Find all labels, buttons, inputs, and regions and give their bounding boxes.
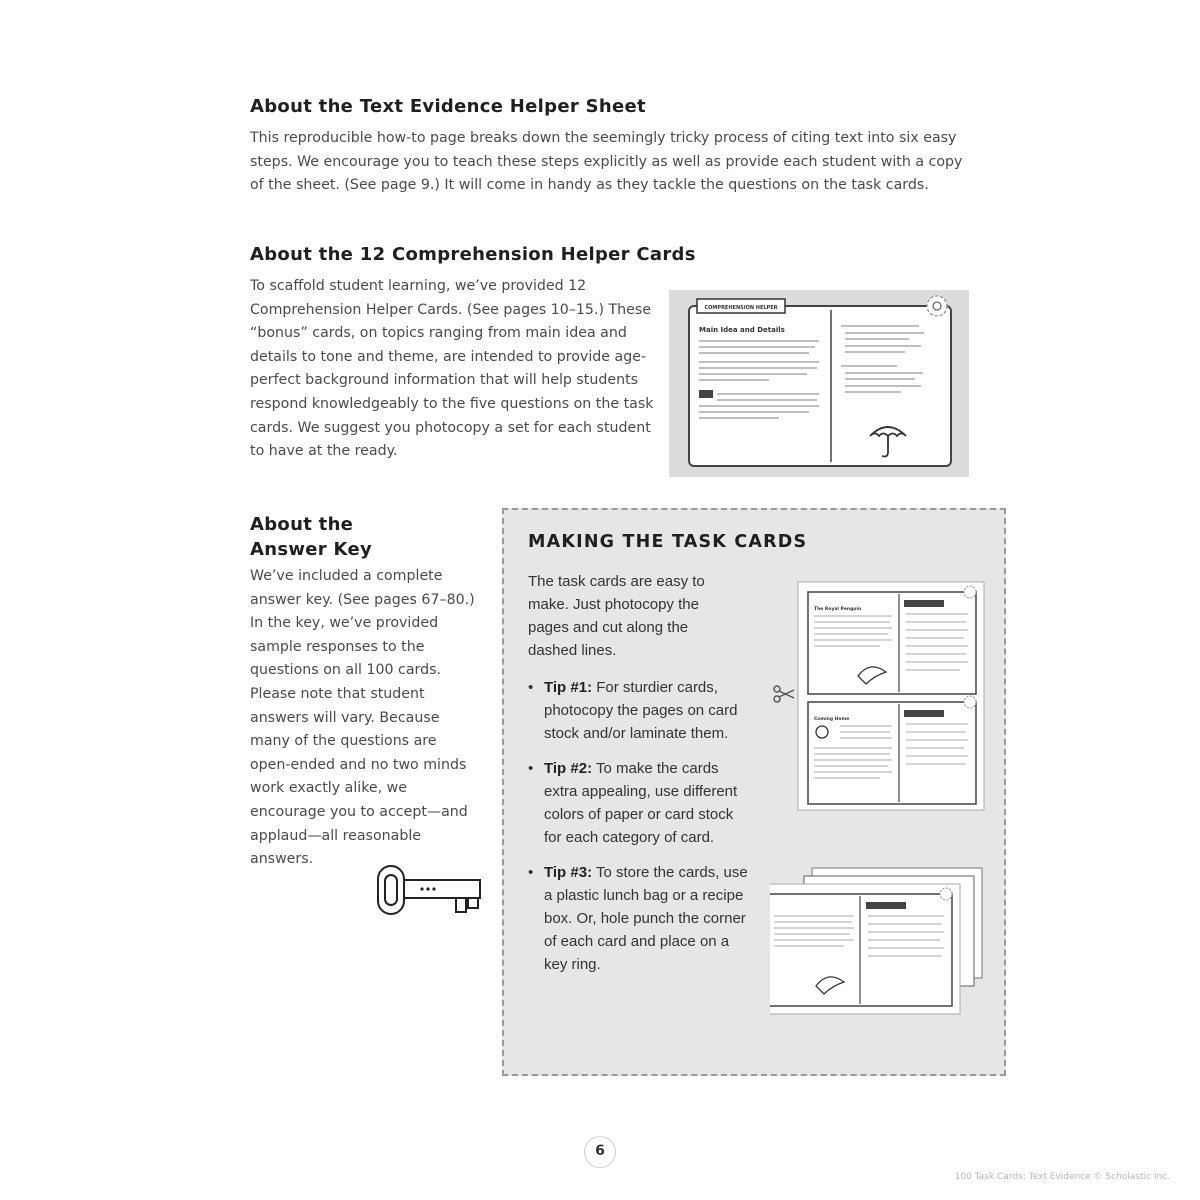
helper-sheet-paragraph: This reproducible how-to page breaks down the seemingly tricky process of citing text into six easy steps. We encourage you to teach these steps explicitly as well as provide each student with a copy of the sheet. (See page 9.) It will come in handy as they tackle the questions on the task cards. <box>250 130 963 194</box>
card-title: The Royal Penguin <box>814 607 862 612</box>
page-number: 6 <box>584 1136 616 1168</box>
helper-sheet-heading: About the Text Evidence Helper Sheet <box>250 96 646 117</box>
footer-credit: 100 Task Cards: Text Evidence © Scholastic Inc. <box>954 1172 1170 1182</box>
answer-key-heading-line2: Answer Key <box>250 539 373 560</box>
helper-card-heading: Main Idea and Details <box>699 326 785 334</box>
helper-cards-heading: About the 12 Comprehension Helper Cards <box>250 244 696 265</box>
key-icon <box>374 862 484 918</box>
card-title: Coming Home <box>814 717 850 722</box>
tip-label: Tip #2: <box>544 760 593 777</box>
list-item <box>528 757 748 849</box>
answer-key-paragraph: We’ve included a complete answer key. (See pages 67–80.) In the key, we’ve provided sample responses to the questions on all 100 cards. Please note that student answers will vary. Because many of the questions are open-ended and no two minds work exactly alike, we encourage you to accept—and applaud—all reasonable answers. <box>250 568 475 868</box>
gear-icon <box>927 296 947 316</box>
answer-key-heading <box>250 512 372 562</box>
task-panel-intro: The task cards are easy to make. Just photocopy the pages and cut along the dashed lines. <box>528 573 705 659</box>
tip-label: Tip #1: <box>544 679 593 696</box>
tip-label: Tip #3: <box>544 864 593 881</box>
tip-text: For sturdier cards, photocopy the pages on card stock and/or laminate them. <box>544 679 738 742</box>
helper-card-tab-label: COMPREHENSION HELPER <box>704 305 778 311</box>
tips-list <box>528 676 748 988</box>
list-item <box>528 676 748 745</box>
helper-cards-paragraph: To scaffold student learning, we’ve provided 12 Comprehension Helper Cards. (See pages 10–15.) These “bonus” cards, on topics ranging from main idea and details to tone and theme, are intended to provide age-perfect background information that will help students respond knowledgeably to the five questions on the task cards. We suggest you photocopy a set for each student to have at the ready. <box>250 278 654 460</box>
tip-text: To store the cards, use a plastic lunch bag or a recipe box. Or, hole punch the corner of each card and place on a key ring. <box>544 864 748 973</box>
tip-text: To make the cards extra appealing, use different colors of paper or card stock for each category of card. <box>544 760 738 846</box>
helper-card-illustration <box>669 290 969 477</box>
scissors-icon <box>772 684 796 704</box>
task-cards-illustration <box>770 580 986 1020</box>
task-panel-title: MAKING THE TASK CARDS <box>528 532 808 552</box>
list-item <box>528 861 748 976</box>
answer-key-heading-line1: About the <box>250 514 354 535</box>
